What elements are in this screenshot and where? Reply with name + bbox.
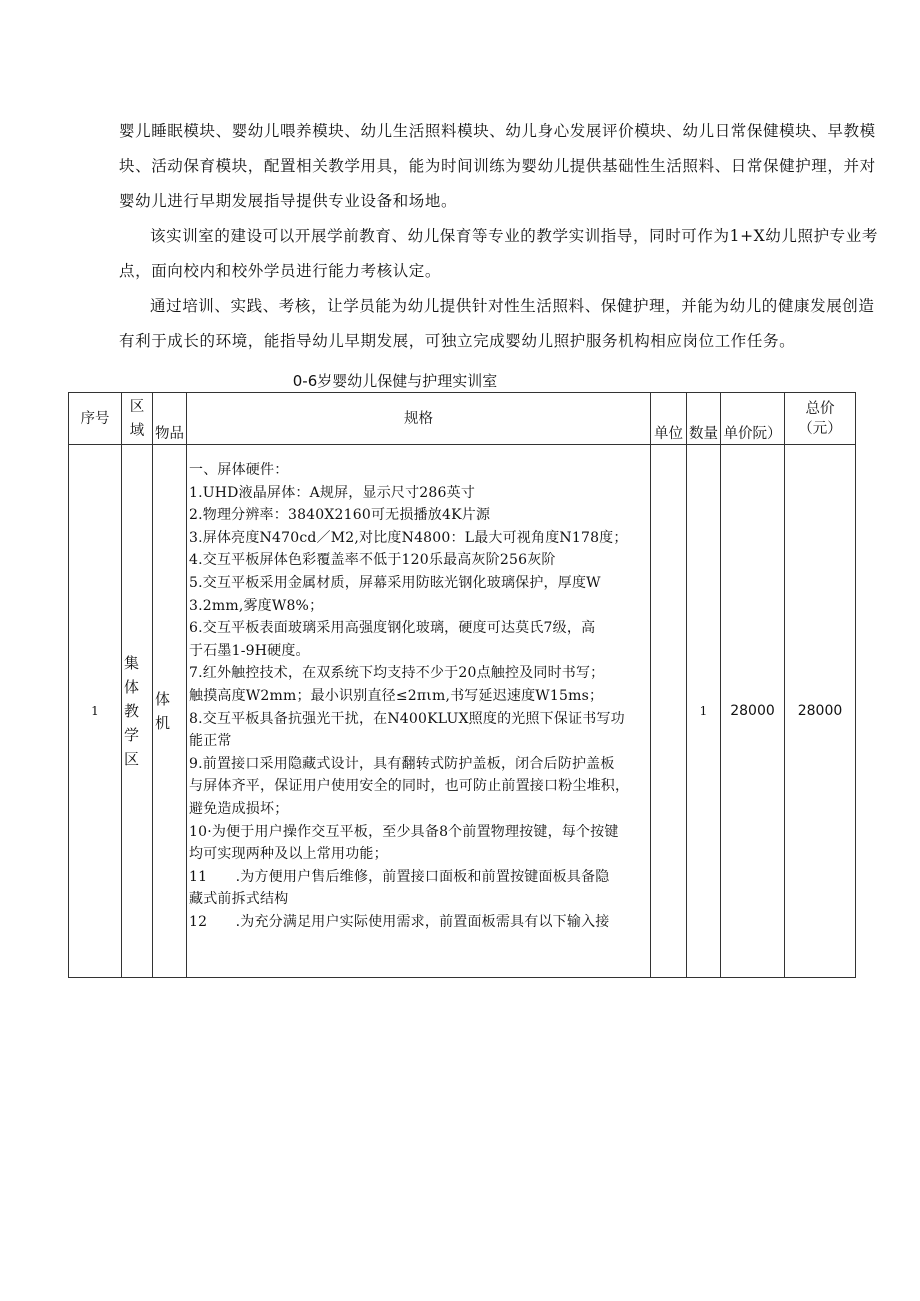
row-spec [187,445,651,978]
intro-paragraph-2: 该实训室的建设可以开展学前教育、幼儿保育等专业的教学实训指导，同时可作为1+X幼儿照护专业考点，面向校内和校外学员进行能力考核认定。 [119,227,878,280]
row-unit-price: 28000 [721,445,785,978]
row-area: 集体教学区 [122,445,153,978]
spec-line: 均可实现两种及以上常用功能； [189,846,388,863]
spec-line: 5.交互平板采用金属材质，屏幕采用防眩光钢化玻璃保护，厚度W [189,574,601,591]
row-index: 1 [69,445,122,978]
header-unit: 单位 [651,393,687,445]
spec-line: 于石墨1-9H硬度。 [189,642,310,659]
spec-line: 与屏体齐平，保证用户使用安全的同时，也可防止前置接口粉尘堆积， [189,778,630,795]
header-index: 序号 [69,393,122,445]
spec-line: 11 .为方便用户售后维修，前置接口面板和前置按键面板具备隐 [189,868,610,885]
row-item: 体机 [153,445,187,978]
spec-line: 避免造成损坏； [189,800,289,817]
spec-line: 6.交互平板表面玻璃采用高强度钢化玻璃，硬度可达莫氏7级，高 [189,620,596,637]
spec-line: 1.UHD液晶屏体：A规屏，显示尺寸286英寸 [189,484,476,501]
intro-paragraph-3: 通过培训、实践、考核，让学员能为幼儿提供针对性生活照料、保健护理，并能为幼儿的健康发展创造有利于成长的环境，能指导幼儿早期发展，可独立完成婴幼儿照护服务机构相应岗位工作任务。 [119,297,875,350]
header-area: 区域 [122,393,153,445]
spec-line: 10·为便于用户操作交互平板，至少具备8个前置物理按键，每个按键 [189,823,619,840]
header-total: 总价（元） [785,393,856,445]
spec-line: 能正常 [189,733,232,750]
header-qty: 数量 [687,393,721,445]
spec-line: 触摸高度W2mm；最小识别直径≤2πιm,书写延迟速度W15ms； [189,687,604,704]
header-unit-price: 单价阮） [721,393,785,445]
row-unit [651,445,687,978]
header-item: 物品 [153,393,187,445]
spec-line: 3.屏体亮度N470cd／M2,对比度N4800：L最大可视角度N178度； [189,529,628,546]
row-total: 28000 [785,445,856,978]
header-spec: 规格 [187,393,651,445]
spec-line: 藏式前拆式结构 [189,891,289,908]
spec-line: 一、屏体硬件： [189,462,289,478]
table-row [69,445,856,978]
row-qty: 1 [687,445,721,978]
spec-line: 3.2mm,雾度W8%； [189,597,324,614]
spec-line: 9.前置接口采用隐藏式设计，具有翻转式防护盖板，闭合后防护盖板 [189,755,615,772]
spec-line: 8.交互平板具备抗强光干扰，在N400KLUX照度的光照下保证书写功 [189,710,625,727]
spec-line: 12 .为充分满足用户实际使用需求，前置面板需具有以下输入接 [189,913,610,930]
equipment-table [68,392,856,978]
spec-line: 4.交互平板屏体色彩覆盖率不低于120乐最高灰阶256灰阶 [189,552,556,569]
table-header-row [69,393,856,445]
table-caption: 0-6岁婴幼儿保健与护理实训室 [292,372,498,390]
spec-line: 7.红外触控技术，在双系统下均支持不少于20点触控及同时书写； [189,665,605,682]
intro-paragraph-1: 婴儿睡眠模块、婴幼儿喂养模块、幼儿生活照料模块、幼儿身心发展评价模块、幼儿日常保健模块、早教模块、活动保育模块，配置相关教学用具，能为时间训练为婴幼儿提供基础性生活照料、日常保健护理，并对婴幼儿进行早期发展指导提供专业设备和场地。 [119,122,876,210]
spec-line: 2.物理分辨率：3840X2160可无损播放4K片源 [189,507,491,524]
